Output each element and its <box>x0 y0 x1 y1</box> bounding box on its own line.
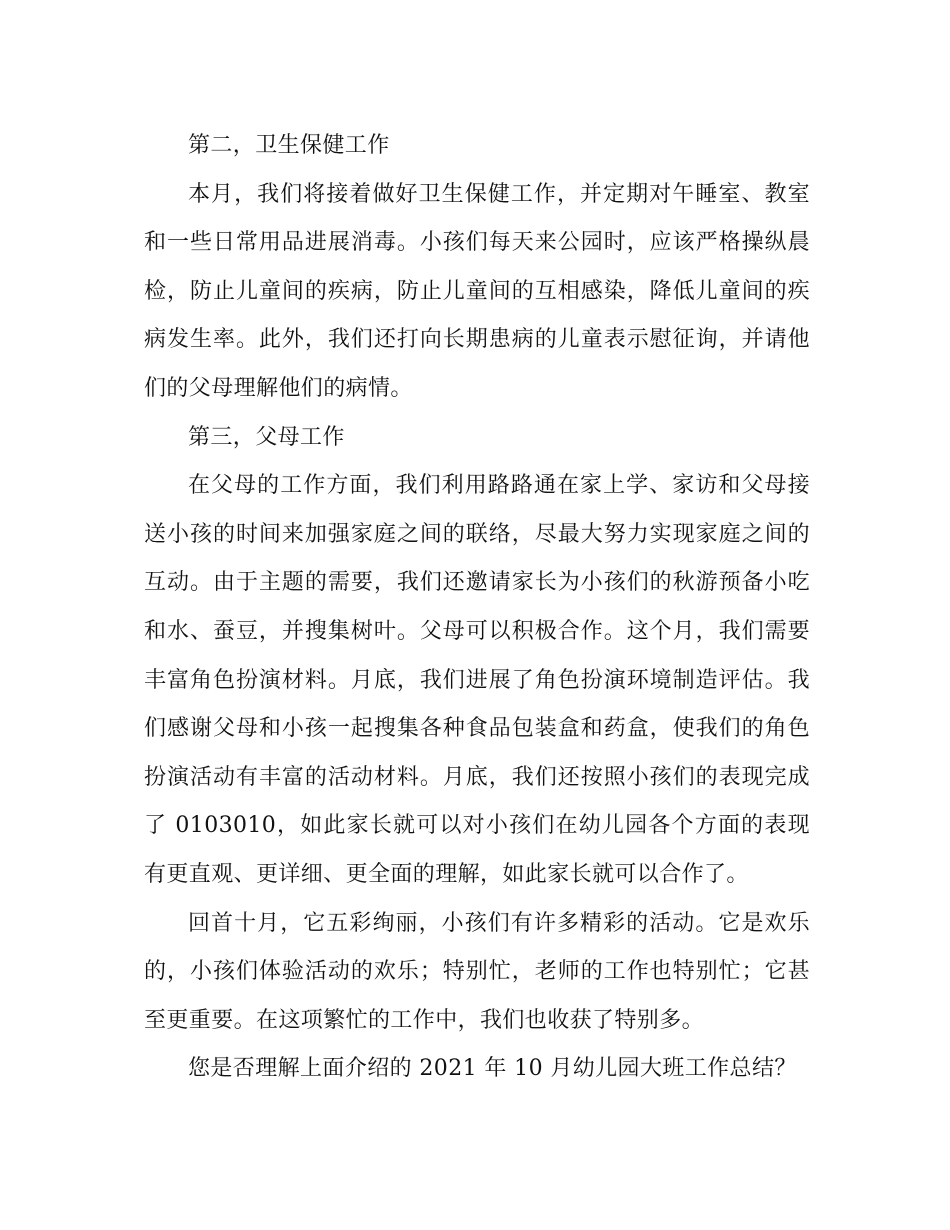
paragraph-health: 本月，我们将接着做好卫生保健工作，并定期对午睡室、教室和一些日常用品进展消毒。小孩们每天来公园时，应该严格操纵晨检，防止儿童间的疾病，防止儿童间的互相感染，降低儿童间的疾病发生率。此外，我们还打向长期患病的儿童表示慰征询，并请他们的父母理解他们的病情。 <box>144 181 810 401</box>
paragraph-review: 回首十月，它五彩绚丽，小孩们有许多精彩的活动。它是欢乐的，小孩们体验活动的欢乐；特别忙，老师的工作也特别忙；它甚至更重要。在这项繁忙的工作中，我们也收获了特别多。 <box>144 910 810 1033</box>
document-body <box>144 122 810 1094</box>
section-heading-health: 第二，卫生保健工作 <box>188 133 390 158</box>
paragraph-closing-question: 您是否理解上面介绍的 2021 年 10 月幼儿园大班工作总结？ <box>188 1056 797 1082</box>
section-heading-parents: 第三，父母工作 <box>188 424 345 450</box>
paragraph-parents: 在父母的工作方面，我们利用路路通在家上学、家访和父母接送小孩的时间来加强家庭之间的联络，尽最大努力实现家庭之间的互动。由于主题的需要，我们还邀请家长为小孩们的秋游预备小吃和水、蚕豆，并搜集树叶。父母可以积极合作。这个月，我们需要丰富角色扮演材料。月底，我们进展了角色扮演环境制造评估。我们感谢父母和小孩一起搜集各种食品包装盒和药盒，使我们的角色扮演活动有丰富的活动材料。月底，我们还按照小孩们的表现完成了 0103010，如此家长就可以对小孩们在幼儿园各个方面的表现有更直观、更详细、更全面的理解，如此家长就可以合作了。 <box>144 473 810 887</box>
